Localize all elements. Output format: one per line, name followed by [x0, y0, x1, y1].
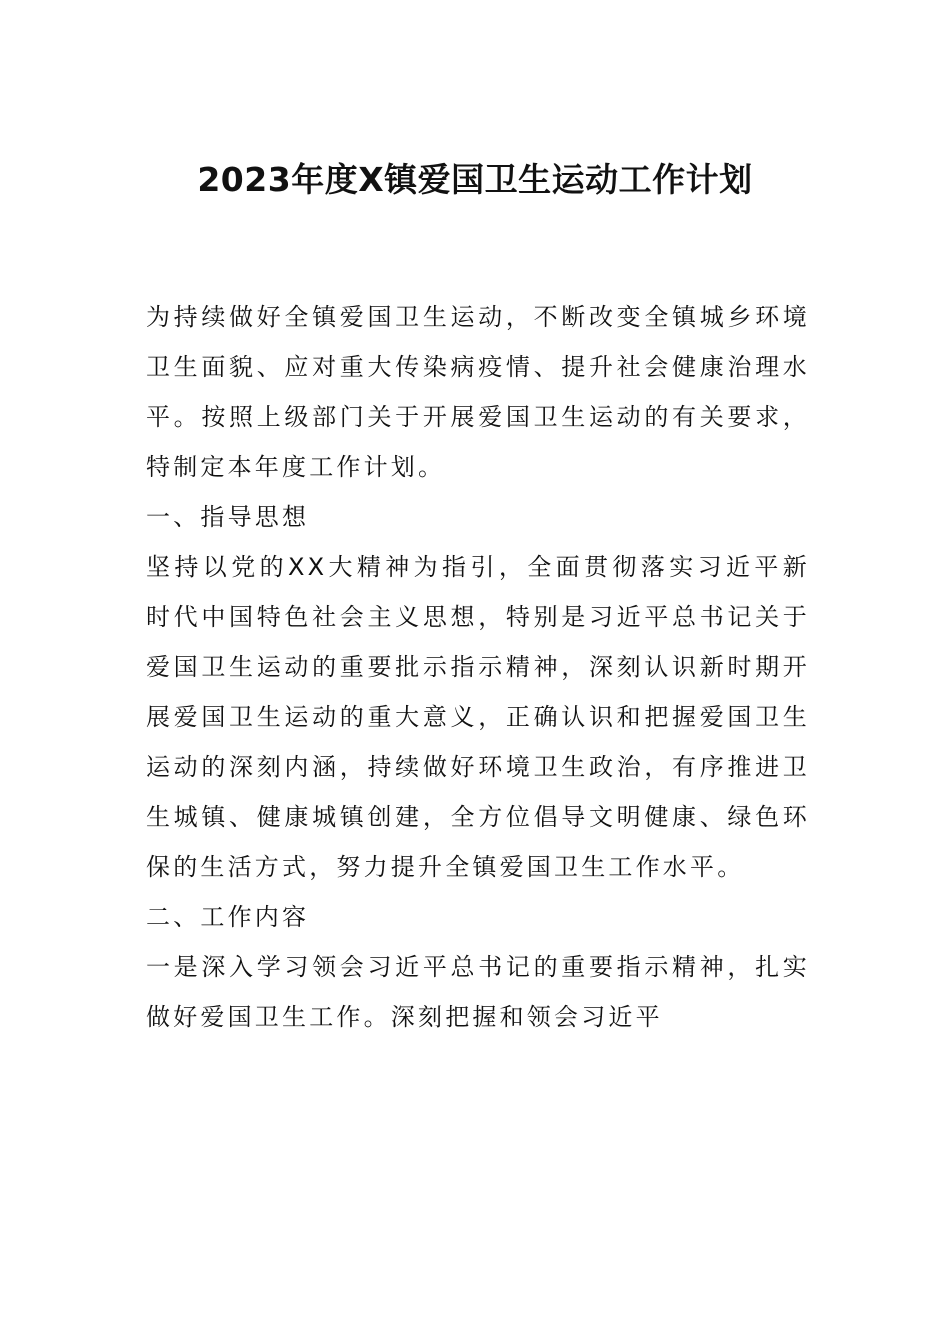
section-heading-guiding-ideology: 一、指导思想: [146, 503, 310, 531]
work-content-paragraph: 一是深入学习领会习近平总书记的重要指示精神，扎实做好爱国卫生工作。深刻把握和领会习近平: [146, 953, 810, 1031]
guiding-ideology-paragraph: 坚持以党的XX大精神为指引，全面贯彻落实习近平新时代中国特色社会主义思想，特别是习近平总书记关于爱国卫生运动的重要批示指示精神，深刻认识新时期开展爱国卫生运动的重大意义，正确认识和把握爱国卫生运动的深刻内涵，持续做好环境卫生政治，有序推进卫生城镇、健康城镇创建，全方位倡导文明健康、绿色环保的生活方式，努力提升全镇爱国卫生工作水平。: [146, 553, 810, 881]
document-title: 2023年度X镇爱国卫生运动工作计划: [197, 160, 753, 199]
document-body: [146, 292, 810, 1042]
section-heading-work-content: 二、工作内容: [146, 903, 310, 931]
intro-paragraph: 为持续做好全镇爱国卫生运动，不断改变全镇城乡环境卫生面貌、应对重大传染病疫情、提升社会健康治理水平。按照上级部门关于开展爱国卫生运动的有关要求，特制定本年度工作计划。: [146, 303, 810, 481]
